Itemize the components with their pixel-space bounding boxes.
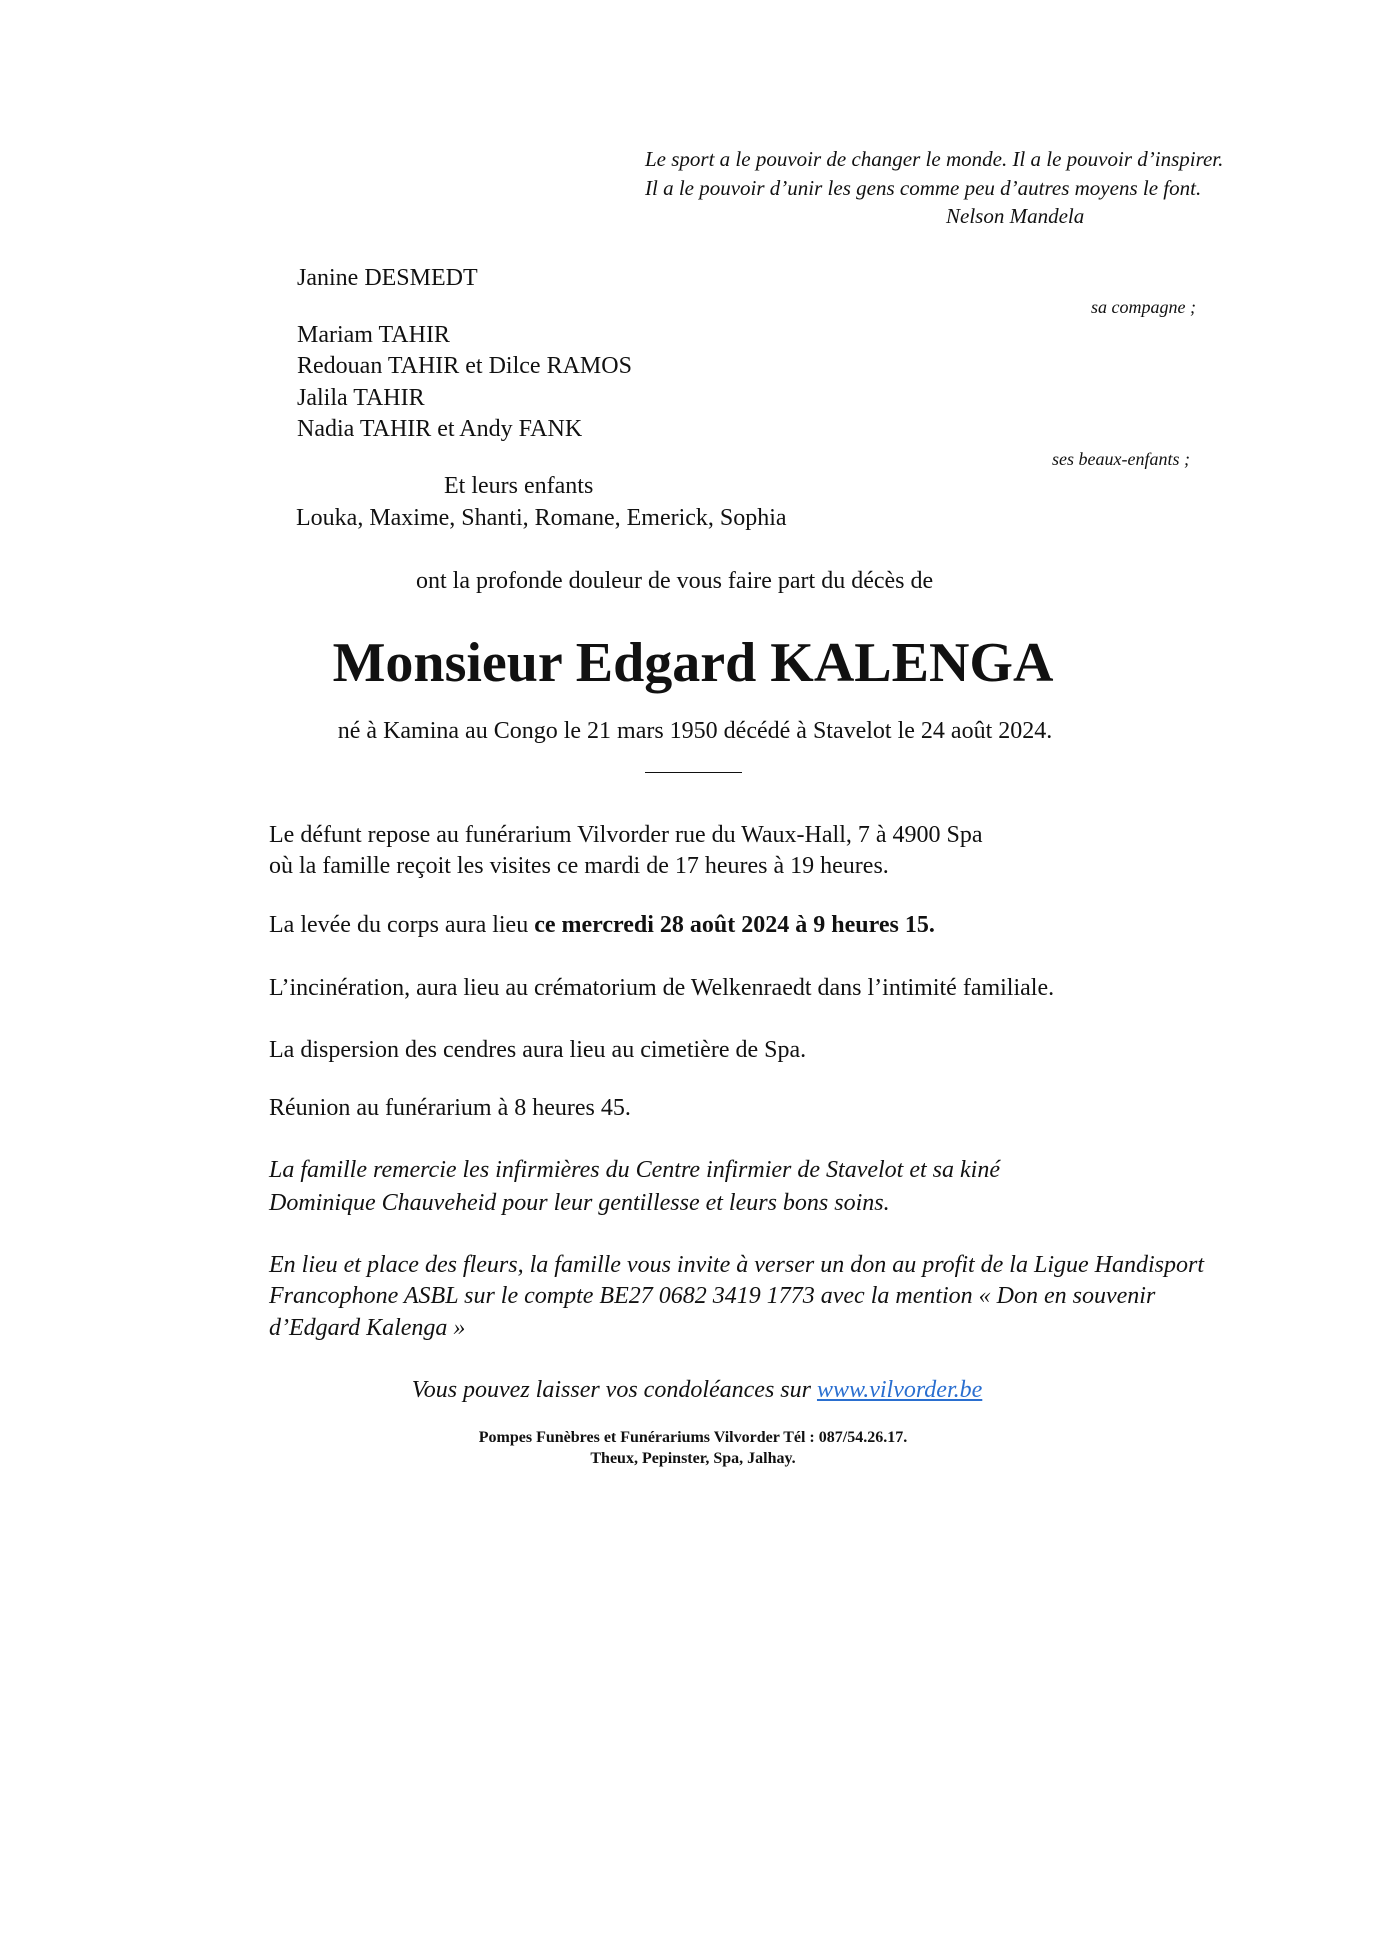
donation-line: d’Edgard Kalenga » <box>269 1315 466 1341</box>
rest-line-1: Le défunt repose au funérarium Vilvorder rue du Waux-Hall, 7 à 4900 Spa <box>269 822 983 848</box>
grandchildren: Louka, Maxime, Shanti, Romane, Emerick, Sophia <box>296 505 787 531</box>
levee-line <box>269 910 935 940</box>
thanks-line: Dominique Chauveheid pour leur gentillesse et leurs bons soins. <box>269 1190 890 1216</box>
stepchild: Mariam TAHIR <box>297 322 450 348</box>
condolences-line <box>8 1375 1378 1405</box>
levee-datetime: ce mercredi 28 août 2024 à 9 heures 15. <box>534 912 935 938</box>
footer-line-1: Pompes Funèbres et Funérariums Vilvorder Tél : 087/54.26.17. <box>478 1429 908 1446</box>
quote-author: Nelson Mandela <box>946 204 1085 228</box>
stepchildren-role: ses beaux-enfants ; <box>1052 449 1190 469</box>
quote-line-1: Le sport a le pouvoir de changer le monde. Il a le pouvoir d’inspirer. <box>645 147 1224 171</box>
partner-role: sa compagne ; <box>1091 297 1196 317</box>
deceased-dates: né à Kamina au Congo le 21 mars 1950 décédé à Stavelot le 24 août 2024. <box>337 718 1053 744</box>
donation-line: Francophone ASBL sur le compte BE27 0682 3419 1773 avec la mention « Don en souvenir <box>269 1283 1156 1309</box>
stepchild: Nadia TAHIR et Andy FANK <box>297 416 583 442</box>
incineration: L’incinération, aura lieu au crématorium de Welkenraedt dans l’intimité familiale. <box>269 975 1055 1001</box>
grandchildren-intro: Et leurs enfants <box>444 473 594 499</box>
quote-line-2: Il a le pouvoir d’unir les gens comme peu d’autres moyens le font. <box>645 176 1202 200</box>
condolences-link[interactable]: www.vilvorder.be <box>816 1377 983 1403</box>
rest-line-2: où la famille reçoit les visites ce mardi de 17 heures à 19 heures. <box>269 853 889 879</box>
divider <box>645 772 742 773</box>
levee-prefix: La levée du corps aura lieu <box>269 912 535 938</box>
stepchild: Jalila TAHIR <box>297 385 425 411</box>
announcement: ont la profonde douleur de vous faire part du décès de <box>416 568 934 594</box>
condolences-text: Vous pouvez laisser vos condoléances sur <box>411 1377 817 1403</box>
reunion: Réunion au funérarium à 8 heures 45. <box>269 1095 631 1121</box>
footer-line-2: Theux, Pepinster, Spa, Jalhay. <box>590 1450 796 1467</box>
donation-line: En lieu et place des fleurs, la famille vous invite à verser un don au profit de la Ligue Handisport <box>269 1252 1204 1278</box>
deceased-name: Monsieur Edgard KALENGA <box>332 632 1054 694</box>
stepchild: Redouan TAHIR et Dilce RAMOS <box>297 353 632 379</box>
partner-name: Janine DESMEDT <box>297 265 478 291</box>
dispersion: La dispersion des cendres aura lieu au cimetière de Spa. <box>269 1037 807 1063</box>
thanks-line: La famille remercie les infirmières du Centre infirmier de Stavelot et sa kiné <box>269 1157 1000 1183</box>
